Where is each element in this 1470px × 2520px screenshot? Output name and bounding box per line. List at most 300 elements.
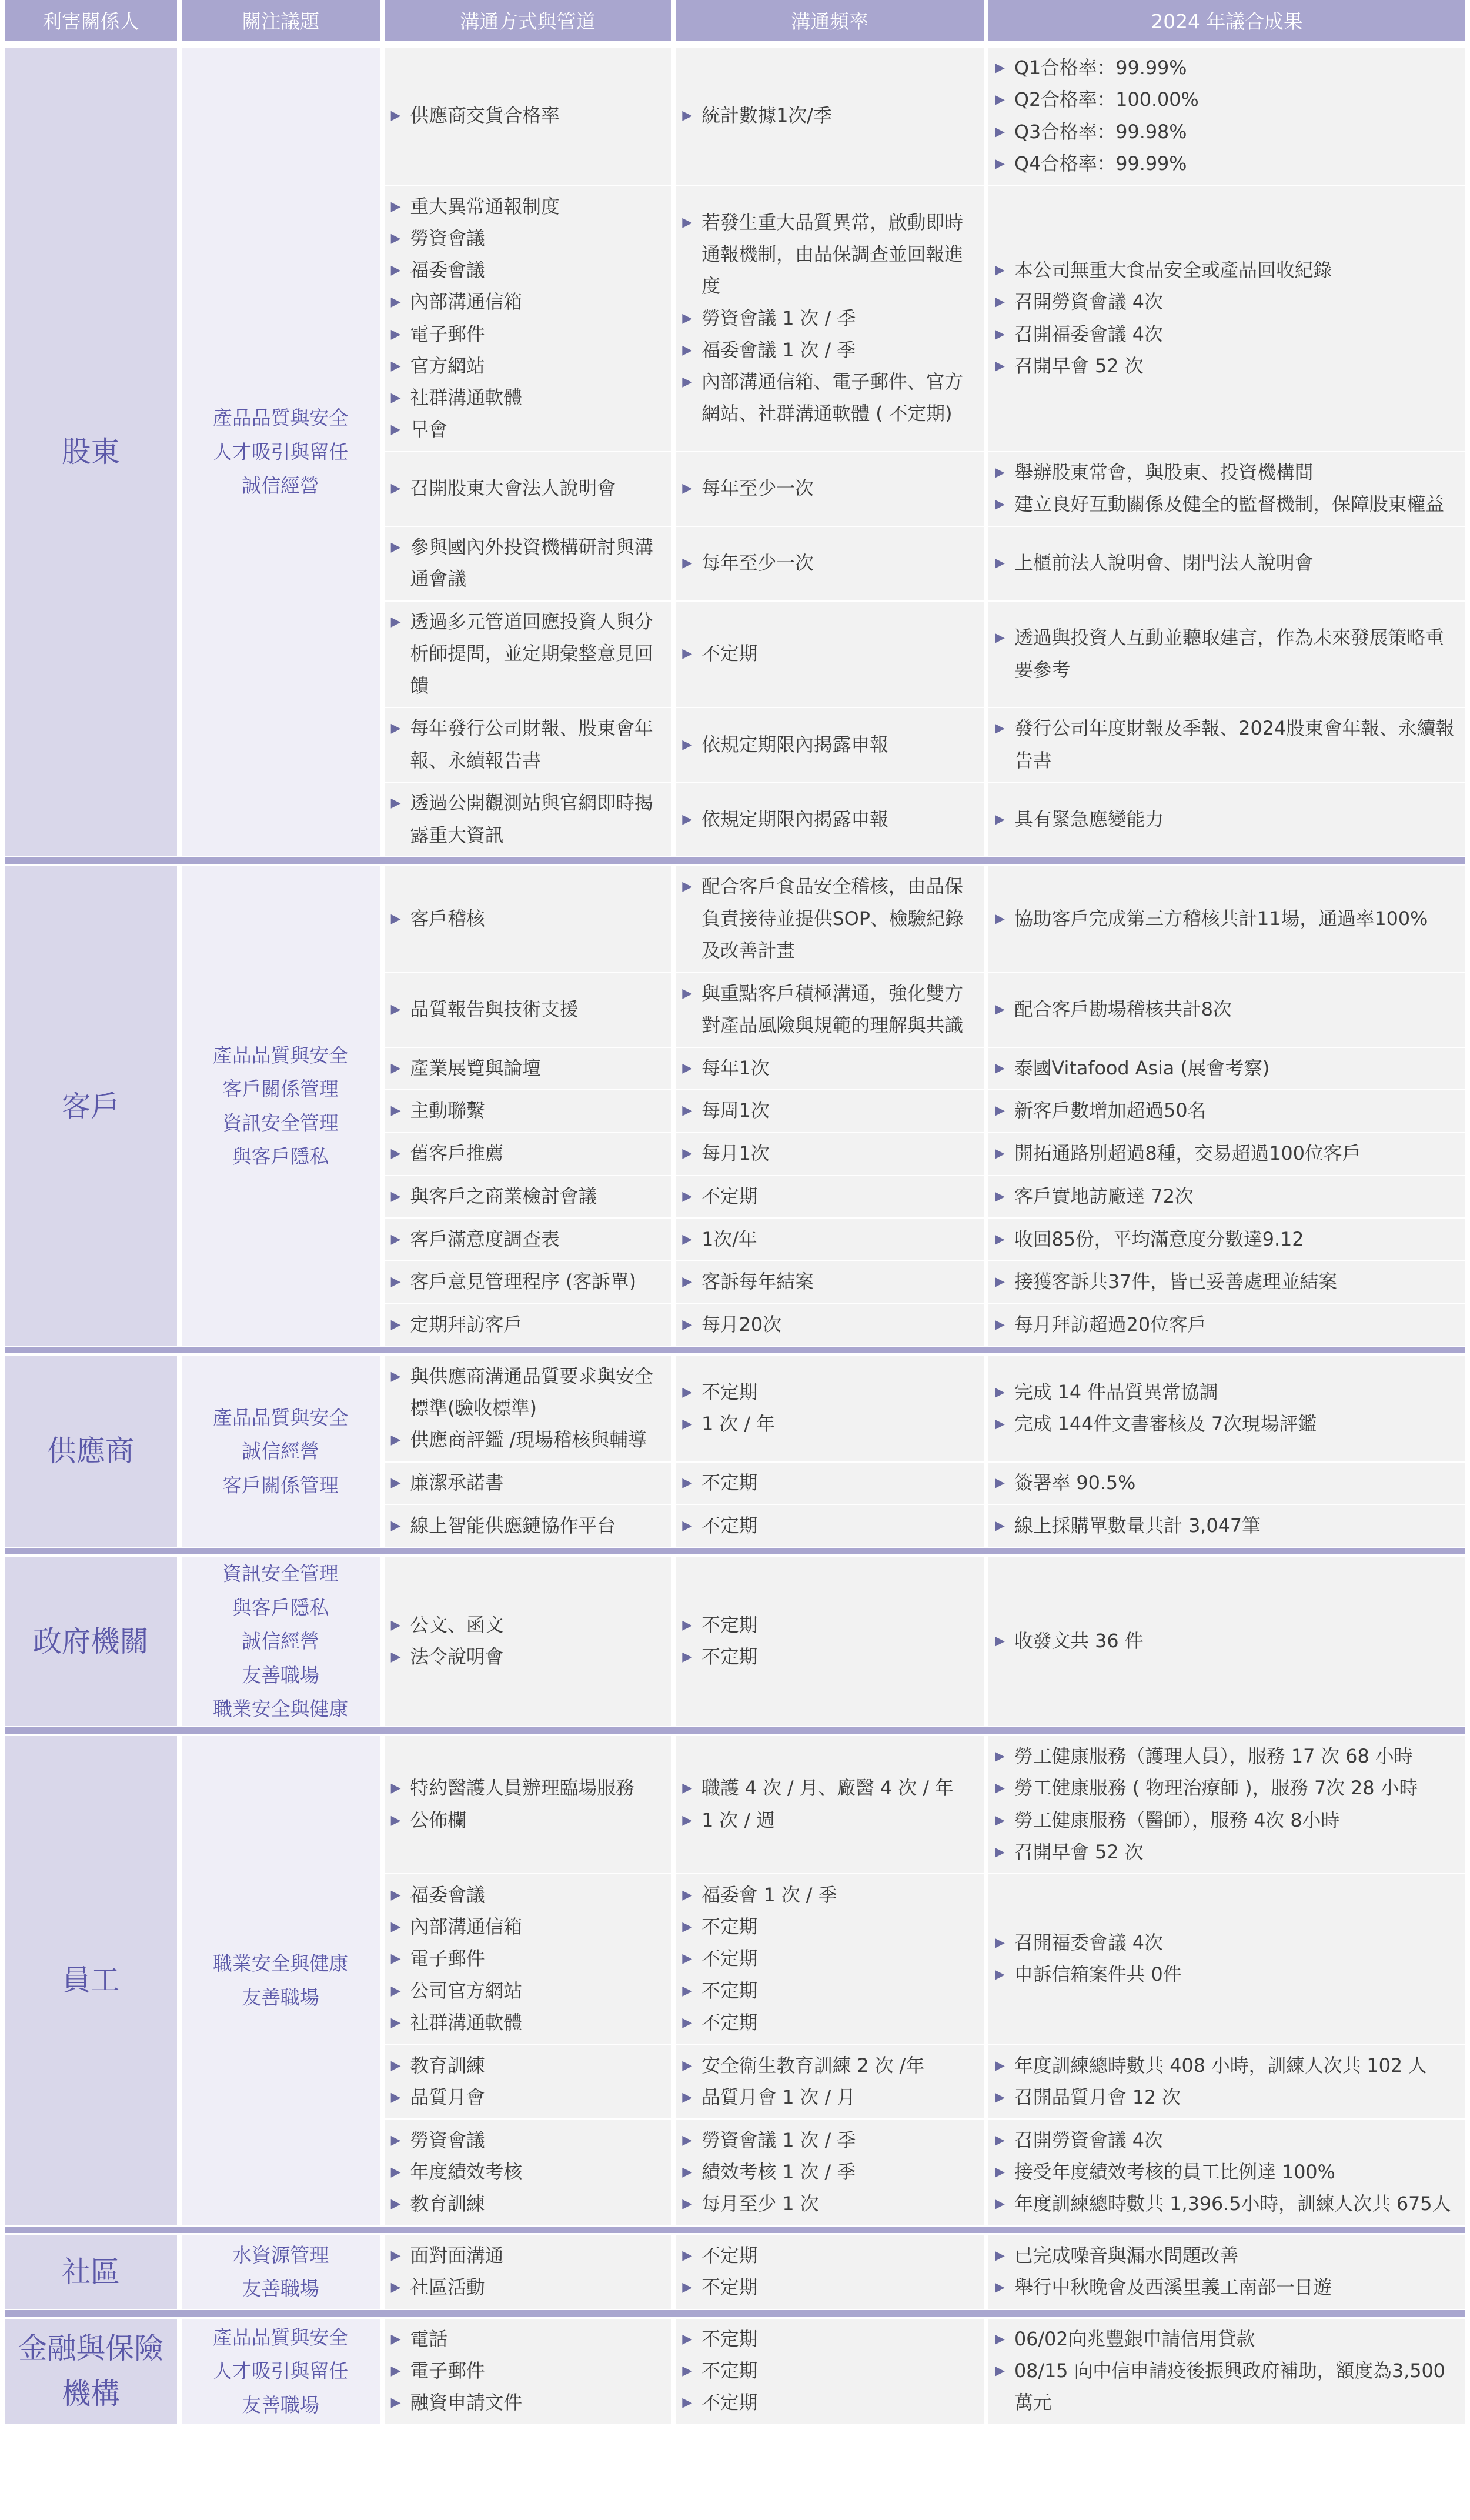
arrow-bullet-icon: ▶ [390, 721, 401, 736]
bullet-text: 不定期 [701, 1915, 758, 1938]
arrow-bullet-icon: ▶ [390, 422, 401, 438]
arrow-bullet-icon: ▶ [390, 295, 401, 310]
results-cell [988, 1873, 1465, 2044]
channels-cell [385, 1175, 671, 1218]
frequency-cell [676, 2118, 984, 2225]
bullet-text: 客訴每年結案 [701, 1271, 814, 1293]
arrow-bullet-icon: ▶ [995, 1317, 1005, 1333]
arrow-bullet-icon: ▶ [682, 1274, 693, 1290]
channels-cell [385, 1461, 671, 1504]
bullet-text: 完成 14 件品質異常協調 [1014, 1381, 1218, 1403]
arrow-bullet-icon: ▶ [995, 465, 1005, 480]
bullet-text: Q2合格率：100.00% [1014, 89, 1199, 111]
channels-cell [385, 1217, 671, 1260]
header-channels: 溝通方式與管道 [385, 0, 671, 41]
frequency-cell [676, 1504, 984, 1547]
bullet-text: 接獲客訴共37件，皆已妥善處理並結案 [1014, 1271, 1337, 1293]
bullet-item [387, 1224, 668, 1256]
header-stakeholder: 利害關係人 [5, 0, 177, 41]
bullet-text: 法令說明會 [410, 1646, 504, 1668]
bullet-text: 上櫃前法人說明會、閉門法人說明會 [1014, 552, 1314, 575]
bullet-item [387, 1975, 668, 2007]
bullet-item [679, 1610, 981, 1641]
bullet-text: 不定期 [701, 1980, 758, 2002]
arrow-bullet-icon: ▶ [682, 2331, 693, 2347]
bullet-item [992, 84, 1462, 116]
bullet-text: 1次/年 [701, 1228, 757, 1250]
results-cell [988, 600, 1465, 707]
bullet-text: 召開品質月會 12 次 [1014, 2086, 1181, 2108]
channels-cell [385, 46, 671, 185]
bullet-item [679, 1224, 981, 1256]
bullet-text: 已完成噪音與漏水問題改善 [1014, 2244, 1239, 2267]
arrow-bullet-icon: ▶ [682, 812, 693, 827]
frequency-cell [676, 1175, 984, 1218]
bullet-item [679, 1773, 981, 1804]
stakeholder-cell: 社區 [5, 2234, 177, 2309]
bullet-item [679, 729, 981, 761]
arrow-bullet-icon: ▶ [390, 390, 401, 406]
bullet-text: 每月至少 1 次 [701, 2193, 819, 2215]
results-cell [988, 451, 1465, 526]
bullet-item [387, 713, 668, 777]
arrow-bullet-icon: ▶ [390, 1189, 401, 1204]
bullet-item [387, 286, 668, 318]
bullet-item [387, 1138, 668, 1170]
table-row [5, 46, 1465, 185]
group-separator [5, 1547, 1465, 1556]
arrow-bullet-icon: ▶ [390, 326, 401, 342]
arrow-bullet-icon: ▶ [682, 375, 693, 390]
bullet-text: 官方網站 [410, 355, 485, 377]
arrow-bullet-icon: ▶ [390, 1002, 401, 1017]
bullet-text: 品質月會 1 次 / 月 [701, 2086, 856, 2108]
arrow-bullet-icon: ▶ [390, 1060, 401, 1076]
bullet-text: 安全衛生教育訓練 2 次 /年 [701, 2054, 925, 2077]
arrow-bullet-icon: ▶ [995, 1189, 1005, 1204]
bullet-item [992, 1266, 1462, 1298]
arrow-bullet-icon: ▶ [390, 1317, 401, 1333]
bullet-item [679, 1309, 981, 1341]
bullet-text: 配合客戶勘場稽核共計8次 [1014, 998, 1232, 1020]
bullet-text: 申訴信箱案件共 0件 [1014, 1964, 1182, 1986]
arrow-bullet-icon: ▶ [390, 1887, 401, 1902]
arrow-bullet-icon: ▶ [995, 497, 1005, 512]
frequency-cell [676, 1132, 984, 1175]
bullet-item [679, 303, 981, 335]
bullet-text: 不定期 [701, 1948, 758, 1970]
bullet-text: 召開勞資會議 4次 [1014, 2129, 1163, 2151]
bullet-text: 依規定期限內揭露申報 [701, 808, 888, 830]
bullet-text: 收發文共 36 件 [1014, 1630, 1144, 1652]
frequency-cell [676, 2234, 984, 2309]
issue-item: 產品品質與安全 [213, 2325, 349, 2349]
frequency-cell [676, 1047, 984, 1090]
frequency-cell [676, 1303, 984, 1346]
bullet-text: 勞工健康服務（護理人員），服務 17 次 68 小時 [1014, 1745, 1413, 1768]
bullet-text: 泰國Vitafood Asia (展會考察) [1014, 1057, 1270, 1079]
arrow-bullet-icon: ▶ [682, 879, 693, 894]
bullet-text: 電子郵件 [410, 2360, 485, 2382]
bullet-item [992, 548, 1462, 579]
bullet-item [992, 286, 1462, 318]
arrow-bullet-icon: ▶ [995, 1633, 1005, 1648]
channels-cell [385, 1047, 671, 1090]
arrow-bullet-icon: ▶ [390, 2090, 401, 2105]
bullet-text: 配合客戶食品安全稽核，由品保負責接待並提供SOP、檢驗紀錄及改善計畫 [701, 876, 964, 962]
arrow-bullet-icon: ▶ [390, 2015, 401, 2030]
bullet-text: 公佈欄 [410, 1809, 466, 1831]
issue-item: 誠信經營 [242, 1440, 319, 1463]
arrow-bullet-icon: ▶ [682, 1813, 693, 1828]
arrow-bullet-icon: ▶ [390, 1518, 401, 1533]
results-cell [988, 1132, 1465, 1175]
issues-cell [182, 1354, 380, 1547]
bullet-item [387, 532, 668, 596]
channels-cell [385, 2044, 671, 2118]
bullet-item [387, 2324, 668, 2355]
bullet-item [679, 366, 981, 430]
channels-cell [385, 1260, 671, 1303]
group-separator [5, 856, 1465, 865]
bullet-item [387, 903, 668, 935]
group-separator [5, 1726, 1465, 1735]
arrow-bullet-icon: ▶ [682, 2248, 693, 2263]
bullet-text: 不定期 [701, 1514, 758, 1537]
arrow-bullet-icon: ▶ [682, 481, 693, 496]
arrow-bullet-icon: ▶ [995, 2164, 1005, 2179]
bullet-text: 統計數據1次/季 [701, 105, 832, 127]
stakeholder-cell: 客戶 [5, 865, 177, 1346]
channels-cell [385, 2118, 671, 2225]
bullet-text: 08/15 向中信申請疫後振興政府補助，額度為3,500萬元 [1014, 2360, 1445, 2414]
issue-item: 職業安全與健康 [213, 1952, 349, 1975]
arrow-bullet-icon: ▶ [995, 1813, 1005, 1828]
frequency-cell [676, 1260, 984, 1303]
arrow-bullet-icon: ▶ [390, 1951, 401, 1967]
bullet-item [992, 1138, 1462, 1170]
bullet-text: 勞工健康服務（醫師），服務 4次 8小時 [1014, 1809, 1340, 1831]
arrow-bullet-icon: ▶ [390, 2248, 401, 2263]
bullet-item [992, 2324, 1462, 2355]
results-cell [988, 1461, 1465, 1504]
arrow-bullet-icon: ▶ [682, 1189, 693, 1204]
bullet-text: 與供應商溝通品質要求與安全標準(驗收標準) [410, 1365, 653, 1419]
issue-item: 水資源管理 [232, 2243, 329, 2267]
arrow-bullet-icon: ▶ [390, 1781, 401, 1796]
bullet-item [992, 1053, 1462, 1084]
frequency-cell [676, 865, 984, 972]
arrow-bullet-icon: ▶ [682, 1384, 693, 1400]
channels-cell [385, 2318, 671, 2424]
bullet-item [387, 787, 668, 852]
arrow-bullet-icon: ▶ [682, 556, 693, 571]
arrow-bullet-icon: ▶ [390, 2364, 401, 2379]
results-cell [988, 865, 1465, 972]
arrow-bullet-icon: ▶ [682, 1919, 693, 1934]
issues-cell [182, 46, 380, 857]
bullet-item [679, 638, 981, 670]
bullet-text: 每周1次 [701, 1100, 770, 1122]
table-row [5, 2318, 1465, 2424]
bullet-item [992, 1309, 1462, 1341]
frequency-cell [676, 707, 984, 782]
bullet-item [387, 2240, 668, 2272]
bullet-text: 內部溝通信箱、電子郵件、官方網站、社群溝通軟體 ( 不定期) [701, 371, 964, 425]
bullet-item [992, 489, 1462, 520]
channels-cell [385, 1354, 671, 1461]
arrow-bullet-icon: ▶ [995, 1274, 1005, 1290]
arrow-bullet-icon: ▶ [390, 1813, 401, 1828]
issue-item: 產品品質與安全 [213, 1043, 349, 1067]
frequency-cell [676, 1354, 984, 1461]
bullet-text: 新客戶數增加超過50名 [1014, 1100, 1207, 1122]
bullet-text: 產業展覽與論壇 [410, 1057, 541, 1079]
arrow-bullet-icon: ▶ [390, 1475, 401, 1490]
issues-cell [182, 1735, 380, 2225]
issues-cell [182, 1556, 380, 1726]
results-cell [988, 1047, 1465, 1090]
bullet-item [387, 1053, 668, 1084]
bullet-item [679, 100, 981, 132]
bullet-text: 本公司無重大食品安全或產品回收紀錄 [1014, 259, 1332, 282]
issue-item: 資訊安全管理 [222, 1562, 339, 1586]
arrow-bullet-icon: ▶ [682, 646, 693, 662]
header-issues: 關注議題 [182, 0, 380, 41]
bullet-text: 透過與投資人互動並聽取建言，作為未來發展策略重要參考 [1014, 627, 1444, 681]
header-results: 2024 年議合成果 [988, 0, 1465, 41]
arrow-bullet-icon: ▶ [995, 1417, 1005, 1432]
bullet-item [992, 2188, 1462, 2220]
issues-cell [182, 865, 380, 1346]
bullet-text: 不定期 [701, 1471, 758, 1494]
arrow-bullet-icon: ▶ [682, 1951, 693, 1967]
bullet-text: 每年至少一次 [701, 552, 814, 575]
arrow-bullet-icon: ▶ [682, 1650, 693, 1665]
bullet-text: 每月20次 [701, 1314, 781, 1336]
arrow-bullet-icon: ▶ [995, 2090, 1005, 2105]
arrow-bullet-icon: ▶ [995, 156, 1005, 171]
bullet-text: 不定期 [701, 2277, 758, 2299]
frequency-cell [676, 1217, 984, 1260]
bullet-text: 廉潔承諾書 [410, 1471, 504, 1494]
bullet-item [679, 1943, 981, 1975]
table-row [5, 2234, 1465, 2309]
bullet-item [679, 2272, 981, 2304]
arrow-bullet-icon: ▶ [995, 1781, 1005, 1796]
bullet-item [679, 978, 981, 1042]
channels-cell [385, 1735, 671, 1874]
arrow-bullet-icon: ▶ [995, 124, 1005, 139]
bullet-text: 收回85份，平均滿意度分數達9.12 [1014, 1228, 1304, 1250]
frequency-cell [676, 782, 984, 856]
bullet-text: 公司官方網站 [410, 1980, 523, 2002]
arrow-bullet-icon: ▶ [682, 2364, 693, 2379]
bullet-item [679, 1975, 981, 2007]
bullet-item [992, 255, 1462, 286]
arrow-bullet-icon: ▶ [995, 2132, 1005, 2148]
arrow-bullet-icon: ▶ [682, 2395, 693, 2411]
arrow-bullet-icon: ▶ [682, 2058, 693, 2073]
issue-item: 友善職場 [242, 1985, 319, 2009]
bullet-text: 勞資會議 [410, 227, 485, 249]
bullet-text: 與客戶之商業檢討會議 [410, 1185, 597, 1207]
bullet-text: 勞資會議 1 次 / 季 [701, 2129, 856, 2151]
bullet-text: 公文、函文 [410, 1614, 504, 1636]
bullet-text: 與重點客戶積極溝通，強化雙方對產品風險與規範的理解與共識 [701, 982, 964, 1036]
arrow-bullet-icon: ▶ [390, 1617, 401, 1633]
bullet-text: 供應商交貨合格率 [410, 105, 560, 127]
bullet-item [679, 473, 981, 505]
bullet-item [387, 100, 668, 132]
bullet-item [387, 2355, 668, 2387]
bullet-item [679, 1641, 981, 1673]
bullet-text: 社群溝通軟體 [410, 2011, 523, 2034]
bullet-item [679, 804, 981, 836]
bullet-text: 社區活動 [410, 2277, 485, 2299]
issue-item: 友善職場 [242, 2277, 319, 2301]
bullet-text: 教育訓練 [410, 2054, 485, 2077]
stakeholder-cell: 金融與保險機構 [5, 2318, 177, 2424]
bullet-item [387, 1610, 668, 1641]
bullet-item [992, 1837, 1462, 1868]
arrow-bullet-icon: ▶ [995, 2197, 1005, 2212]
bullet-text: 協助客戶完成第三方稽核共計11場，通過率100% [1014, 907, 1428, 930]
bullet-item [992, 804, 1462, 836]
bullet-text: 簽署率 90.5% [1014, 1471, 1136, 1494]
arrow-bullet-icon: ▶ [682, 2280, 693, 2295]
results-cell [988, 1260, 1465, 1303]
bullet-item [679, 2082, 981, 2114]
issues-cell [182, 2234, 380, 2309]
bullet-item [387, 994, 668, 1026]
bullet-item [387, 191, 668, 223]
bullet-item [387, 351, 668, 382]
bullet-item [387, 2272, 668, 2304]
bullet-item [992, 2050, 1462, 2082]
arrow-bullet-icon: ▶ [390, 481, 401, 496]
arrow-bullet-icon: ▶ [390, 2395, 401, 2411]
bullet-item [992, 2157, 1462, 2188]
bullet-text: 每年至少一次 [701, 478, 814, 500]
arrow-bullet-icon: ▶ [682, 737, 693, 752]
bullet-item [992, 2125, 1462, 2157]
arrow-bullet-icon: ▶ [390, 1433, 401, 1448]
frequency-cell [676, 972, 984, 1047]
channels-cell [385, 185, 671, 451]
issue-item: 產品品質與安全 [213, 1406, 349, 1429]
bullet-text: 勞資會議 [410, 2129, 485, 2151]
arrow-bullet-icon: ▶ [682, 1617, 693, 1633]
arrow-bullet-icon: ▶ [390, 615, 401, 630]
arrow-bullet-icon: ▶ [682, 1781, 693, 1796]
bullet-item [387, 1805, 668, 1837]
bullet-item [992, 1741, 1462, 1773]
bullet-item [387, 473, 668, 505]
bullet-text: 不定期 [701, 2011, 758, 2034]
arrow-bullet-icon: ▶ [995, 1475, 1005, 1490]
frequency-cell [676, 1556, 984, 1726]
arrow-bullet-icon: ▶ [995, 812, 1005, 827]
bullet-text: 每年發行公司財報、股東會年報、永續報告書 [410, 717, 653, 772]
bullet-item [992, 116, 1462, 148]
arrow-bullet-icon: ▶ [995, 911, 1005, 926]
channels-cell [385, 526, 671, 600]
stakeholder-cell: 政府機關 [5, 1556, 177, 1726]
arrow-bullet-icon: ▶ [390, 1983, 401, 1998]
bullet-text: 品質月會 [410, 2086, 485, 2108]
arrow-bullet-icon: ▶ [682, 1417, 693, 1432]
bullet-item [679, 335, 981, 366]
bullet-item [679, 2324, 981, 2355]
bullet-text: 開拓通路別超過8種，交易超過100位客戶 [1014, 1143, 1361, 1165]
bullet-item [992, 2082, 1462, 2114]
bullet-item [992, 1467, 1462, 1499]
bullet-text: 發行公司年度財報及季報、2024股東會年報、永續報告書 [1014, 717, 1455, 772]
bullet-text: Q4合格率：99.99% [1014, 152, 1187, 175]
issue-item: 人才吸引與留任 [213, 2359, 349, 2383]
bullet-item [387, 1424, 668, 1456]
bullet-text: 召開早會 52 次 [1014, 355, 1144, 377]
issue-item: 人才吸引與留任 [213, 440, 349, 463]
arrow-bullet-icon: ▶ [995, 721, 1005, 736]
arrow-bullet-icon: ▶ [995, 2280, 1005, 2295]
bullet-item [679, 1053, 981, 1084]
bullet-text: 特約醫護人員辦理臨場服務 [410, 1777, 634, 1800]
bullet-item [679, 1181, 981, 1213]
arrow-bullet-icon: ▶ [682, 1475, 693, 1490]
bullet-item [679, 871, 981, 967]
arrow-bullet-icon: ▶ [995, 263, 1005, 278]
bullet-item [992, 1510, 1462, 1542]
results-cell [988, 972, 1465, 1047]
frequency-cell [676, 2044, 984, 2118]
bullet-item [387, 1467, 668, 1499]
bullet-text: 電子郵件 [410, 323, 485, 345]
arrow-bullet-icon: ▶ [995, 1231, 1005, 1247]
bullet-item [387, 414, 668, 446]
frequency-cell [676, 1873, 984, 2044]
arrow-bullet-icon: ▶ [390, 2132, 401, 2148]
bullet-item [992, 1181, 1462, 1213]
issues-cell [182, 2318, 380, 2424]
bullet-item [679, 1138, 981, 1170]
issue-item: 友善職場 [242, 1663, 319, 1687]
arrow-bullet-icon: ▶ [390, 1274, 401, 1290]
channels-cell [385, 707, 671, 782]
bullet-text: Q3合格率：99.98% [1014, 121, 1187, 143]
arrow-bullet-icon: ▶ [682, 1518, 693, 1533]
bullet-text: 舉辦股東常會，與股東、投資機構間 [1014, 462, 1314, 484]
channels-cell [385, 1303, 671, 1346]
arrow-bullet-icon: ▶ [390, 2164, 401, 2179]
arrow-bullet-icon: ▶ [995, 1384, 1005, 1400]
bullet-text: 召開股東大會法人說明會 [410, 478, 616, 500]
results-cell [988, 2118, 1465, 2225]
issue-item: 客戶關係管理 [222, 1473, 339, 1497]
bullet-item [992, 994, 1462, 1026]
bullet-item [387, 1510, 668, 1542]
arrow-bullet-icon: ▶ [390, 108, 401, 124]
bullet-item [387, 319, 668, 351]
table-row [5, 865, 1465, 972]
arrow-bullet-icon: ▶ [390, 1369, 401, 1384]
arrow-bullet-icon: ▶ [995, 556, 1005, 571]
arrow-bullet-icon: ▶ [390, 2280, 401, 2295]
arrow-bullet-icon: ▶ [682, 2090, 693, 2105]
bullet-text: 透過公開觀測站與官網即時揭露重大資訊 [410, 792, 653, 846]
bullet-item [679, 207, 981, 303]
